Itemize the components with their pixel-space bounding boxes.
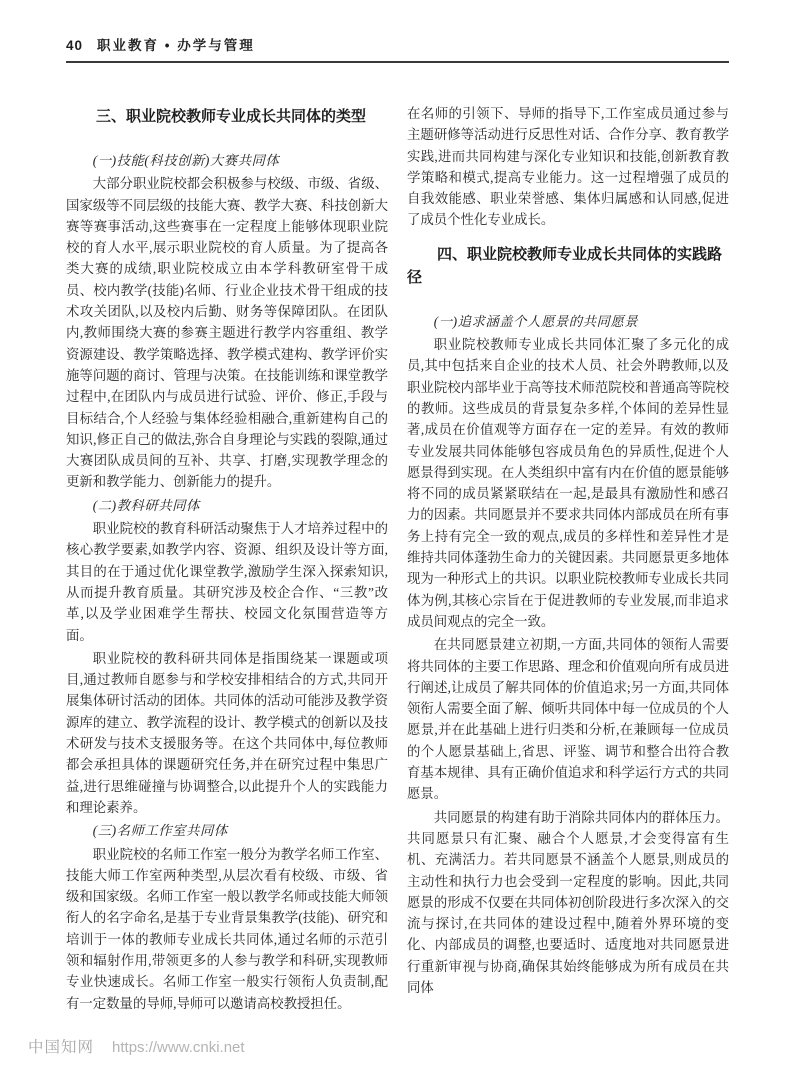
paragraph: 职业院校的教育科研活动聚焦于人才培养过程中的核心教学要素,如教学内容、资源、组织及设计等方面,其目的在于通过优化课堂教学,激励学生深入探索知识,从而提升教育质量。其研究涉及校企合作、“三教”改革,以及学业困难学生帮扶、校园文化氛围营造等方面。: [66, 521, 388, 643]
cnki-brand-label: 中国知网: [28, 1039, 95, 1056]
cnki-url-text: https://www.cnki.net: [112, 1039, 245, 1056]
paragraph: 共同愿景的构建有助于消除共同体内的群体压力。共同愿景只有汇聚、融合个人愿景,才会变得富有生机、充满活力。若共同愿景不涵盖个人愿景,则成员的主动性和执行力也会受到一定程度的影响。因此,共同愿景的形成不仅要在共同体初创阶段进行多次深入的交流与探讨,在共同体的建设过程中,随着外界环境的变化、内部成员的调整,也要适时、适度地对共同愿景进行重新审视与协商,确保其始终能够成为所有成员在共同体: [407, 809, 729, 995]
page-number: 40: [66, 38, 84, 53]
paragraph: 职业院校教师专业成长共同体汇聚了多元化的成员,其中包括来自企业的技术人员、社会外聘教师,以及职业院校内部毕业于高等技术师范院校和普通高等院校的教师。这些成员的背景复杂多样,个体间的差异性显著,成员在价值观等方面存在一定的差异。有效的教师专业发展共同体能够包容成员角色的异质性,促进个人愿景得到实现。在人类组织中富有内在价值的愿景能够将不同的成员紧紧联结在一起,是最具有激励性和感召力的因素。共同愿景并不要求共同体内部成员在所有事务上持有完全一致的观点,成员的多样性和差异性才是维持共同体蓬勃生命力的关键因素。共同愿景更多地体现为一种形式上的共识。以职业院校教师专业成长共同体为例,其核心宗旨在于促进教师的专业发展,而非追求成员间观点的完全一致。: [407, 337, 729, 629]
paragraph: 在共同愿景建立初期,一方面,共同体的领衔人需要将共同体的主要工作思路、理念和价值观向所有成员进行阐述,让成员了解共同体的价值追求;另一方面,共同体领衔人需要全面了解、倾听共同体中每一位成员的个人愿景,并在此基础上进行归类和分析,在兼顾每一位成员的个人愿景基础上,省思、评鉴、调节和整合出符合教育基本规律、具有正确价值追求和科学运行方式的共同愿景。: [407, 637, 729, 802]
paragraph: 职业院校的名师工作室一般分为教学名师工作室、技能大师工作室两种类型,从层次看有校级、市级、省级和国家级。名师工作室一般以教学名师或技能大师领衔人的名字命名,是基于专业背景集教学(技能)、研究和培训于一体的教师专业成长共同体,通过名师的示范引领和辐射作用,带领更多的人参与教学和科研,实现教师专业快速成长。名师工作室一般实行领衔人负责制,配有一定数量的导师,导师可以邀请高校教授担任。: [66, 846, 388, 1011]
subheading-shared-vision: (一)追求涵盖个人愿景的共同愿景: [433, 313, 639, 329]
cnki-watermark: [28, 1035, 245, 1057]
journal-section-title: 职业教育 • 办学与管理: [97, 38, 255, 53]
paragraph-continuation: 在名师的引领下、导师的指导下,工作室成员通过参与主题研修等活动进行反思性对话、合作分享、教育教学实践,进而共同构建与深化专业知识和技能,创新教育教学策略和模式,提高专业能力。这一过程增强了成员的自我效能感、职业荣誉感、集体归属感和认同感,促进了成员个性化专业成长。: [407, 106, 729, 228]
section3-title: 三、职业院校教师专业成长共同体的类型: [96, 108, 367, 125]
paragraph: 大部分职业院校都会积极参与校级、市级、省级、国家级等不同层级的技能大赛、教学大赛、科技创新大赛等赛事活动,这些赛事在一定程度上能够体现职业院校的育人水平,展示职业院校的育人质量。为了提高各类大赛的成绩,职业院校成立由本学科教研室骨干成员、校内教学(技能)名师、行业企业技术骨干组成的技术攻关团队,以及校内后勤、财务等保障团队。在团队内,教师围绕大赛的参赛主题进行教学内容重组、教学资源建设、教学策略选择、教学模式建构、教学评价实施等问题的商讨、管理与决策。在技能训练和课堂教学过程中,在团队内与成员进行试验、评价、修正,手段与目标结合,个人经验与集体经验相融合,重新建构自己的知识,修正自己的做法,弥合自身理论与实践的裂隙,通过大赛团队成员间的互补、共享、打磨,实现教学理念的更新和教学能力、创新能力的提升。: [66, 176, 388, 490]
subheading-master-studio-community: (三)名师工作室共同体: [92, 823, 228, 839]
two-column-body: [66, 103, 729, 1014]
page-header: [66, 34, 729, 63]
paragraph: 职业院校的教科研共同体是指围绕某一课题或项目,通过教师自愿参与和学校安排相结合的方式,共同开展集体研讨活动的团体。共同体的活动可能涉及教学资源库的建立、教学流程的设计、教学模式的创新以及技术研发与技术支援服务等。在这个共同体中,每位教师都会承担具体的课题研究任务,并在研究过程中集思广益,进行思维碰撞与协调整合,以此提升个人的实践能力和理论素养。: [66, 650, 388, 815]
section4-title: 四、职业院校教师专业成长共同体的实践路径: [407, 245, 723, 286]
left-column: [66, 103, 388, 1014]
right-column: [407, 103, 729, 1014]
subheading-skill-competition-community: (一)技能(科技创新)大赛共同体: [92, 153, 280, 168]
subheading-research-community: (二)教科研共同体: [92, 497, 200, 513]
